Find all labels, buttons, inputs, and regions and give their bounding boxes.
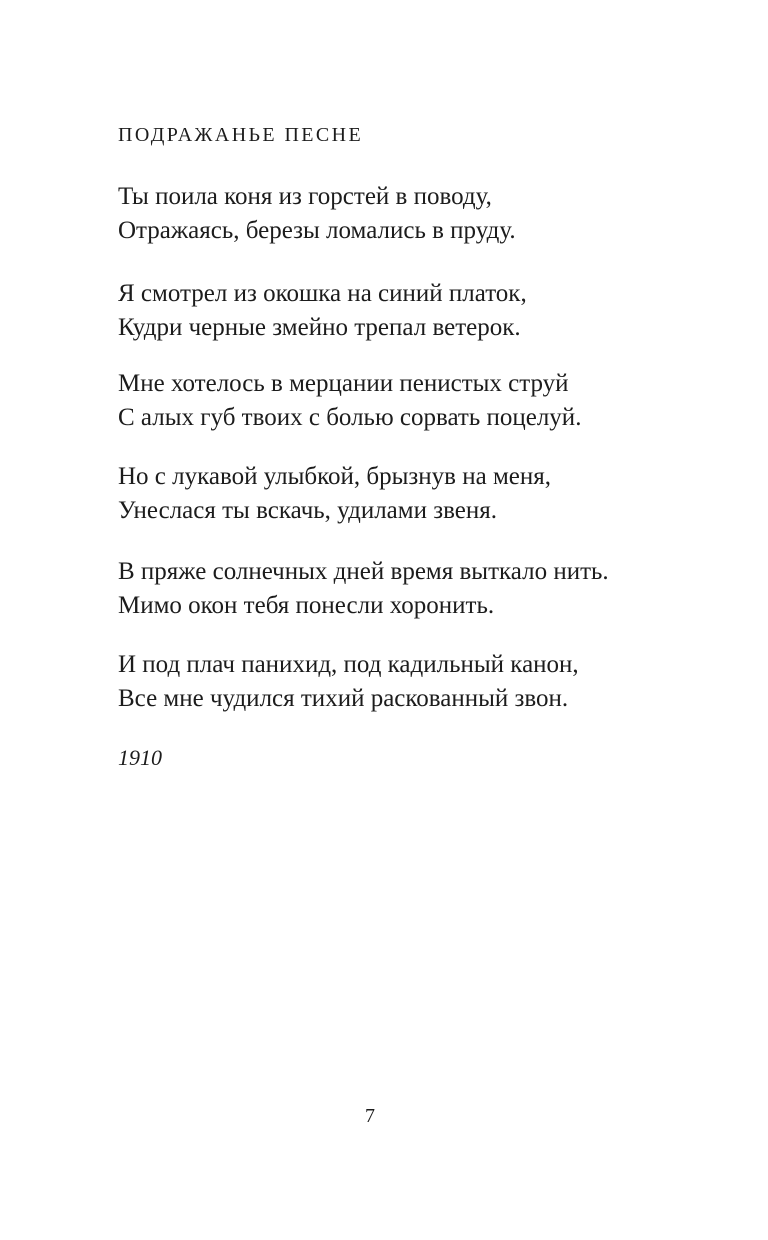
poem-line: Унеслася ты вскачь, удилами звеня.: [118, 497, 497, 524]
poem-line: Мне хотелось в мерцании пенистых струй: [118, 370, 569, 397]
poem-date: 1910: [118, 745, 162, 770]
stanza: [118, 648, 579, 716]
poem-title: ПОДРАЖАНЬЕ ПЕСНЕ: [118, 124, 364, 146]
stanza: [118, 277, 527, 345]
stanza: [118, 460, 551, 528]
poem-line: Но с лукавой улыбкой, брызнув на меня,: [118, 463, 551, 490]
poem-line: Ты поила коня из горстей в поводу,: [118, 183, 492, 210]
poem-line: Я смотрел из окошка на синий платок,: [118, 280, 527, 307]
page-number: 7: [365, 1105, 375, 1127]
poem-line: Мимо окон тебя понесли хоронить.: [118, 592, 495, 619]
poem-line: Отражаясь, березы ломались в пруду.: [118, 217, 516, 244]
stanza: [118, 180, 516, 248]
poem-line: Кудри черные змейно трепал ветерок.: [118, 314, 521, 341]
poem-line: Все мне чудился тихий раскованный звон.: [118, 685, 569, 712]
stanza: [118, 367, 581, 435]
poem-line: С алых губ твоих с болью сорвать поцелуй.: [118, 404, 582, 431]
stanza: [118, 555, 609, 623]
poem-line: И под плач панихид, под кадильный канон,: [118, 651, 579, 678]
poem-line: В пряже солнечных дней время выткало нить.: [118, 558, 609, 585]
